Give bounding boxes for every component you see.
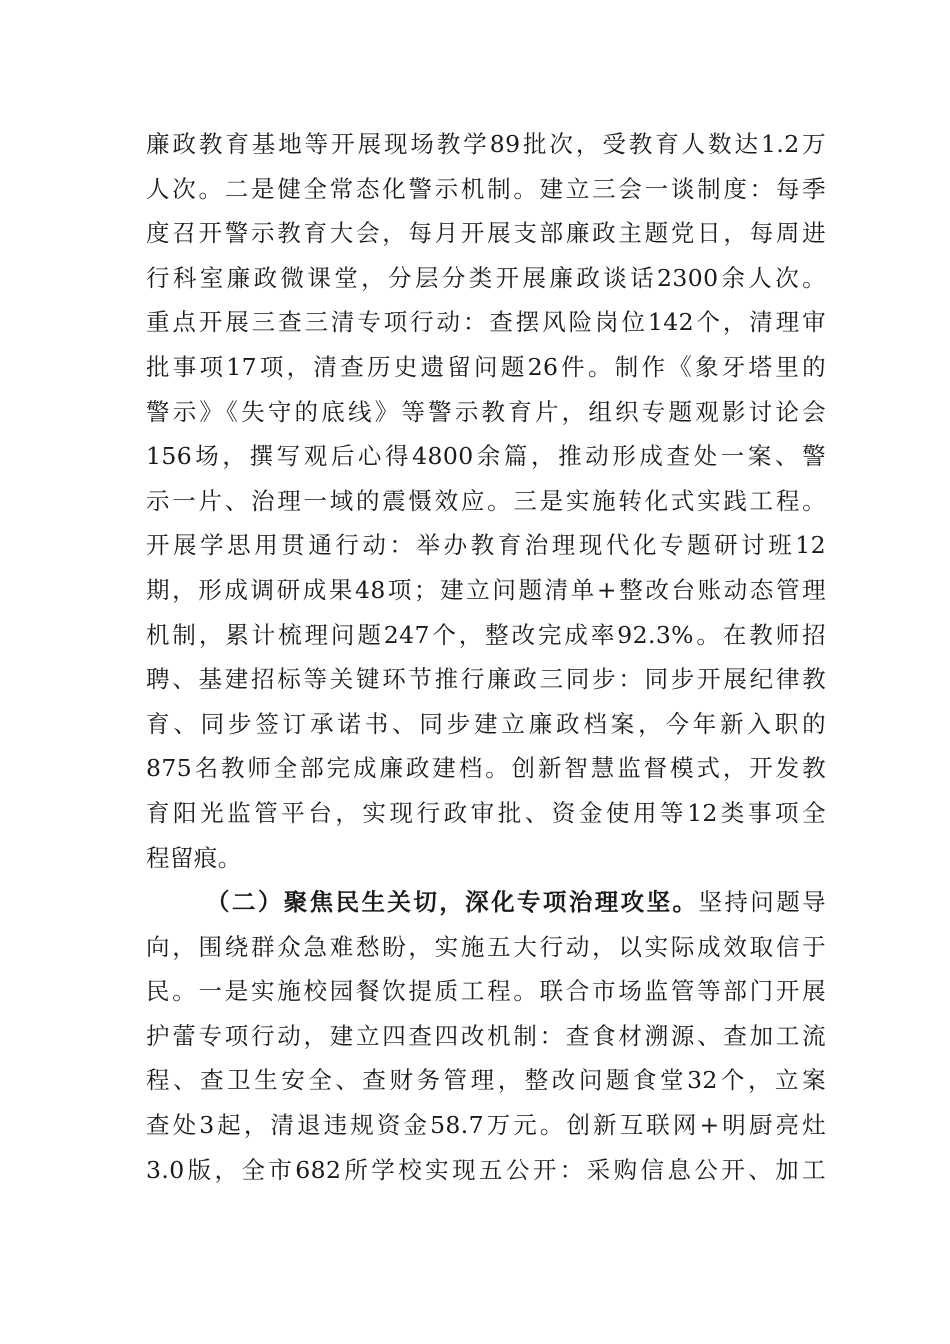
text-line: 行科室廉政微课堂，分层分类开展廉政谈话2300余人次。 <box>146 263 826 292</box>
section-heading: （二）聚焦民生关切，深化专项治理攻坚。 <box>206 888 699 917</box>
text-line: 查处3起，清退违规资金58.7万元。创新互联网+明厨亮灶 <box>146 1111 826 1140</box>
body-text <box>146 122 826 1192</box>
text-line: 156场，撰写观后心得4800余篇，推动形成查处一案、警 <box>146 442 826 471</box>
section-heading-line <box>146 880 826 925</box>
text-line: 程、查卫生安全、查财务管理，整改问题食堂32个，立案 <box>146 1066 826 1095</box>
text-line: 育、同步签订承诺书、同步建立廉政档案，今年新入职的 <box>146 709 826 738</box>
text-line: 护蕾专项行动，建立四查四改机制：查食材溯源、查加工流 <box>146 1021 826 1050</box>
text-line: 875名教师全部完成廉政建档。创新智慧监督模式，开发教 <box>146 754 826 783</box>
text-line: 机制，累计梳理问题247个，整改完成率92.3%。在教师招 <box>146 620 826 649</box>
text-line: 廉政教育基地等开展现场教学89批次，受教育人数达1.2万 <box>146 130 826 158</box>
text-line: 程留痕。 <box>146 843 242 872</box>
text-line: 期，形成调研成果48项；建立问题清单+整改台账动态管理 <box>146 575 826 604</box>
text-line: 育阳光监管平台，实现行政审批、资金使用等12类事项全 <box>146 798 826 827</box>
text-line: 示一片、治理一域的震慑效应。三是实施转化式实践工程。 <box>146 486 826 515</box>
text-line: 3.0版，全市682所学校实现五公开：采购信息公开、加工 <box>146 1155 826 1184</box>
text-line: 警示》《失守的底线》等警示教育片，组织专题观影讨论会 <box>146 397 826 426</box>
text-line: 人次。二是健全常态化警示机制。建立三会一谈制度：每季 <box>146 174 826 203</box>
text-line: 批事项17项，清查历史遗留问题26件。制作《象牙塔里的 <box>146 352 826 381</box>
text-line: 重点开展三查三清专项行动：查摆风险岗位142个，清理审 <box>146 308 826 337</box>
text-line: 民。一是实施校园餐饮提质工程。联合市场监管等部门开展 <box>146 977 826 1006</box>
heading-line-rest: 坚持问题导 <box>698 888 827 917</box>
text-line: 度召开警示教育大会，每月开展支部廉政主题党日，每周进 <box>146 219 826 248</box>
text-line: 开展学思用贯通行动：举办教育治理现代化专题研讨班12 <box>146 531 826 560</box>
text-line: 聘、基建招标等关键环节推行廉政三同步：同步开展纪律教 <box>146 665 826 694</box>
text-line: 向，围绕群众急难愁盼，实施五大行动，以实际成效取信于 <box>146 932 826 961</box>
